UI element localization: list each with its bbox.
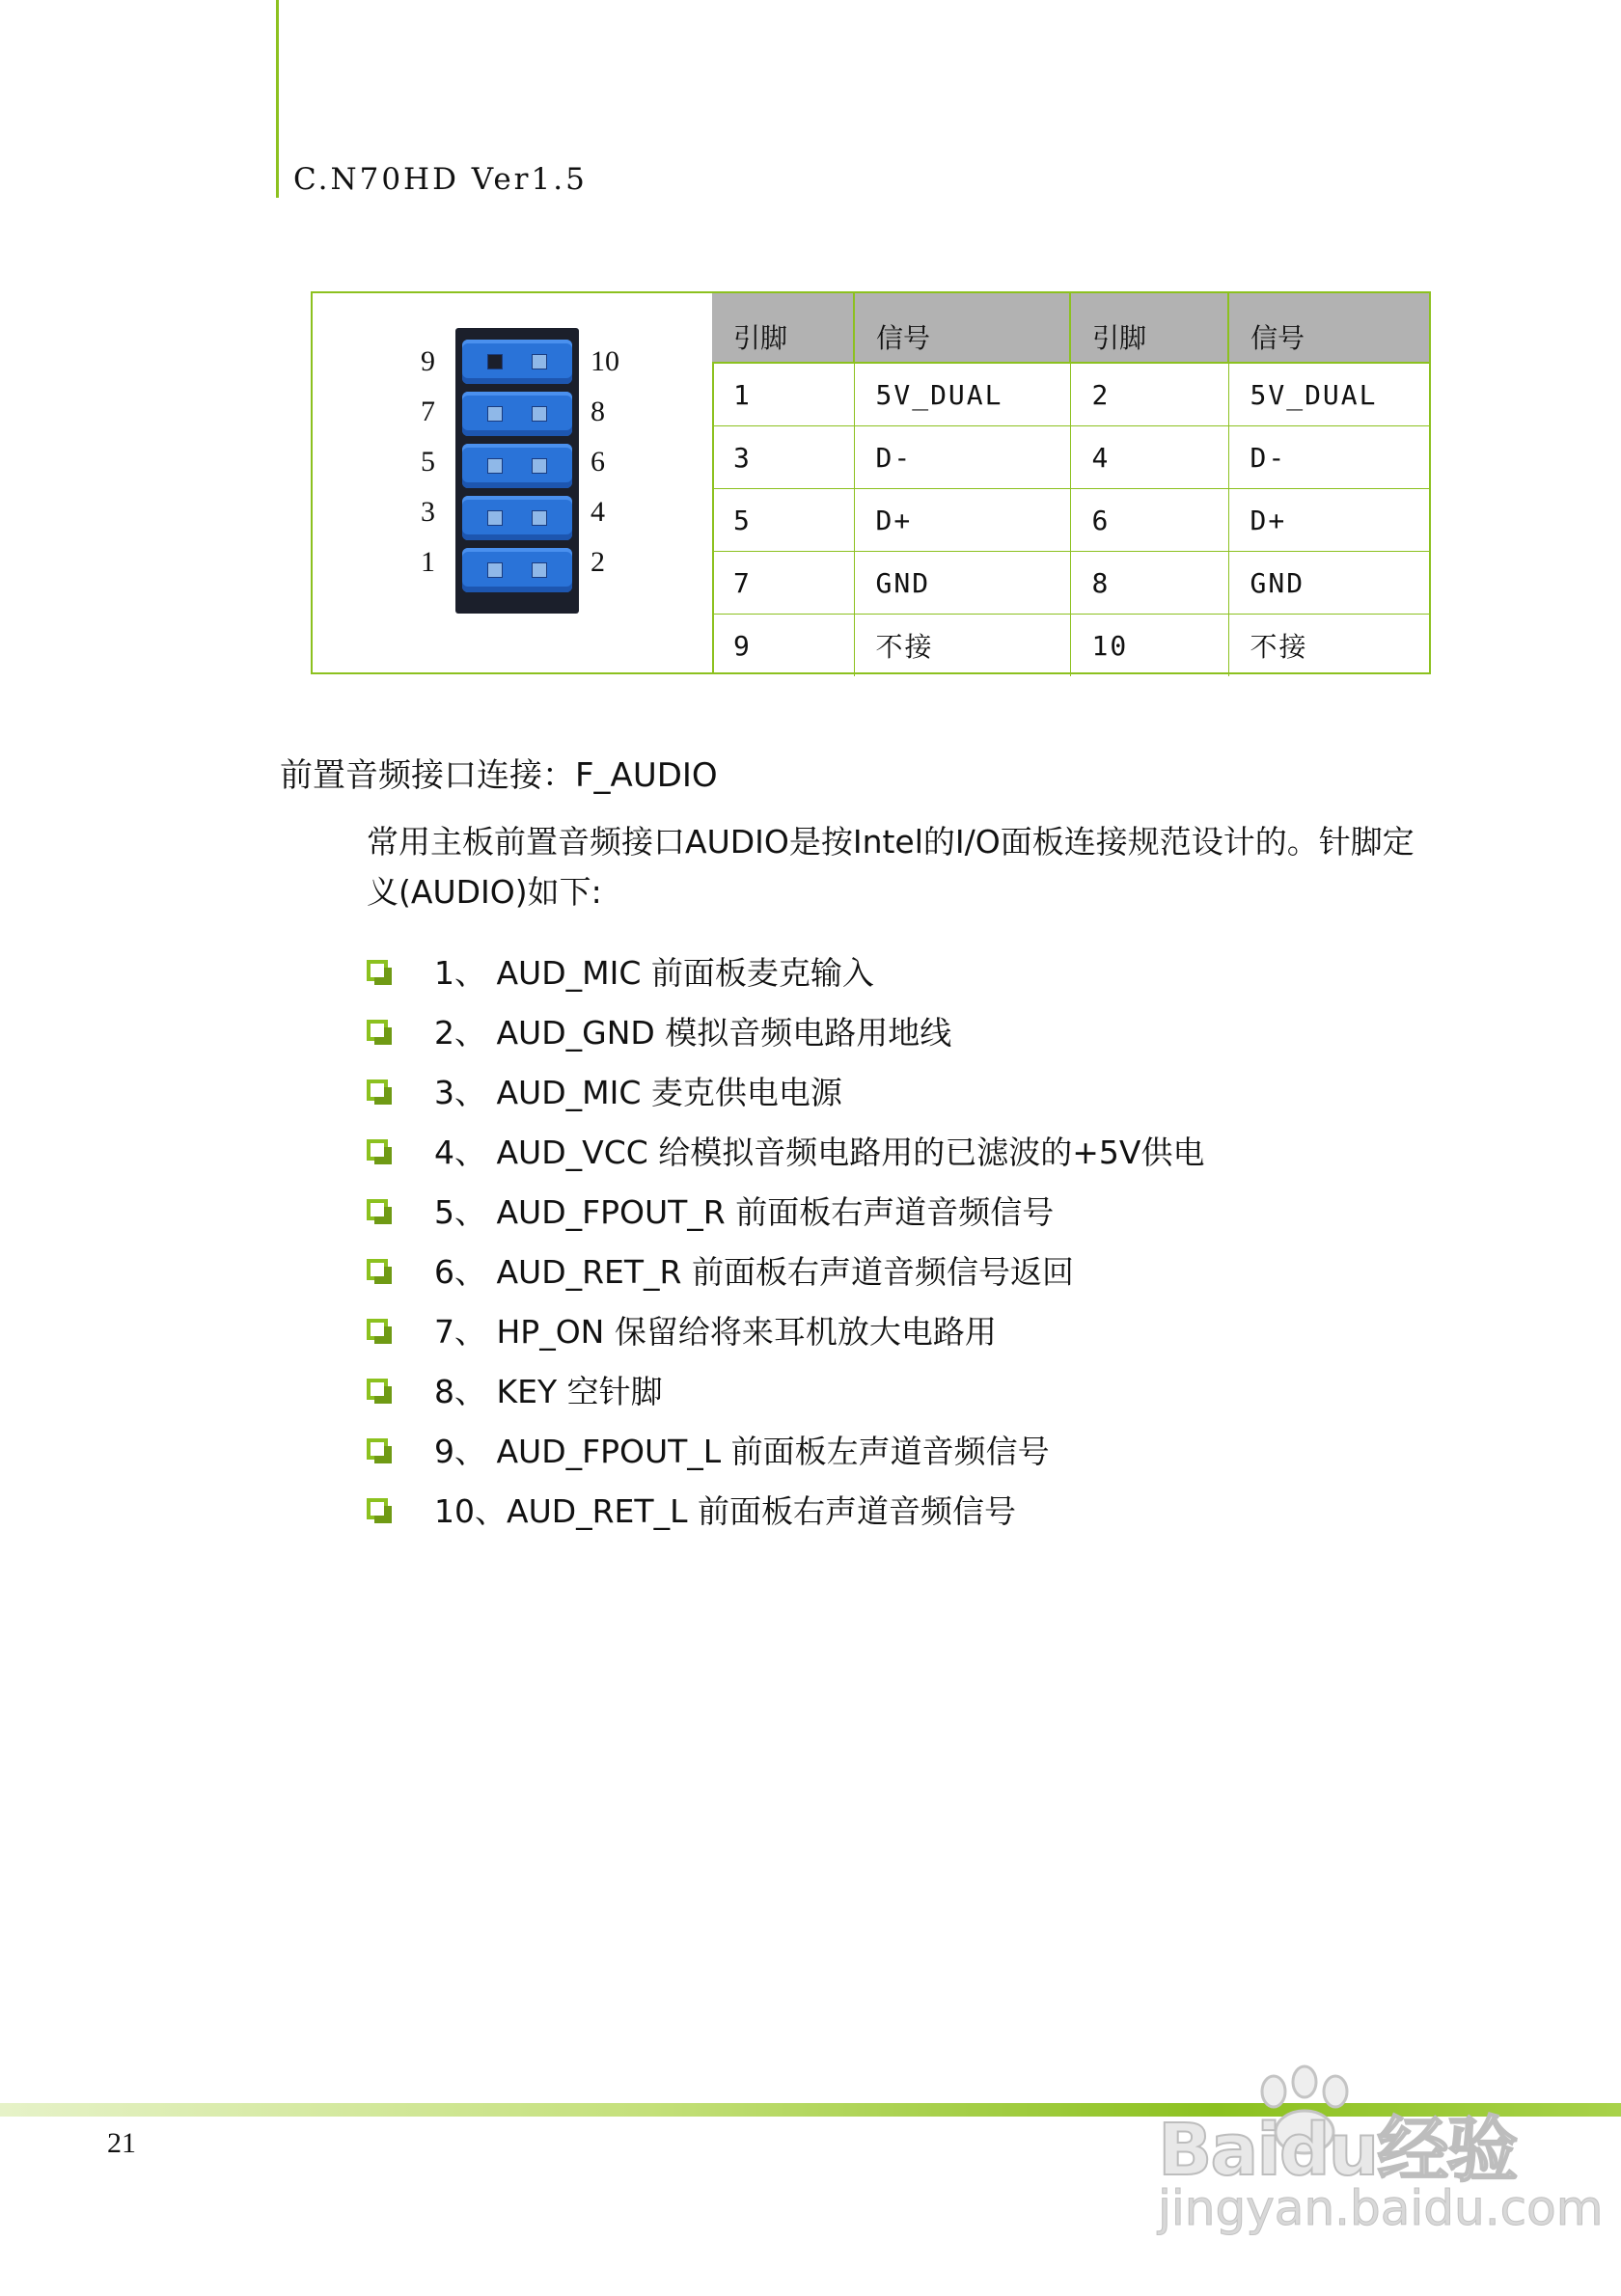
list-item	[367, 1479, 1205, 1539]
cell: 5V_DUAL	[854, 363, 1070, 426]
list-item-text: 8、 KEY 空针脚	[434, 1372, 663, 1410]
watermark-brand: Baidu经验	[1158, 2109, 1517, 2192]
pin-row	[462, 392, 572, 436]
list-item	[367, 1419, 1205, 1479]
checkbox-bullet-icon	[367, 1020, 388, 1041]
list-item-text: 6、 AUD_RET_R 前面板右声道音频信号返回	[434, 1252, 1074, 1291]
pin-dot	[532, 458, 547, 474]
list-item	[367, 1180, 1205, 1240]
cell: 5	[712, 489, 854, 552]
cell: 不接	[854, 615, 1070, 677]
list-item-text: 2、 AUD_GND 模拟音频电路用地线	[434, 1013, 952, 1052]
section-paragraph: 常用主板前置音频接口AUDIO是按Intel的I/O面板连接规范设计的。针脚定义(AUDIO)如下:	[367, 823, 1415, 911]
table-row	[712, 552, 1429, 615]
usb-pin-figure	[311, 291, 1431, 674]
header-accent-line	[276, 0, 279, 198]
col-header-pin: 引脚	[712, 293, 854, 363]
checkbox-bullet-icon	[367, 1498, 388, 1519]
cell: 5V_DUAL	[1228, 363, 1429, 426]
cell: GND	[854, 552, 1070, 615]
cell: 7	[712, 552, 854, 615]
pin-label-right-3: 4	[591, 496, 605, 528]
cell: 3	[712, 426, 854, 489]
pin-label-left-0: 9	[421, 345, 435, 377]
cell: D-	[854, 426, 1070, 489]
checkbox-bullet-icon	[367, 1139, 388, 1161]
cell: D+	[854, 489, 1070, 552]
table-row	[712, 426, 1429, 489]
cell: 1	[712, 363, 854, 426]
list-item-text: 1、 AUD_MIC 前面板麦克输入	[434, 953, 874, 992]
pin-label-right-4: 2	[591, 546, 605, 578]
header-connector-image	[455, 328, 579, 614]
checkbox-bullet-icon	[367, 1199, 388, 1220]
cell: 9	[712, 615, 854, 677]
checkbox-bullet-icon	[367, 1080, 388, 1101]
pin-label-left-1: 7	[421, 396, 435, 427]
cell: GND	[1228, 552, 1429, 615]
connector-diagram	[313, 293, 714, 672]
checkbox-bullet-icon	[367, 1259, 388, 1280]
list-item-text: 10、AUD_RET_L 前面板右声道音频信号	[434, 1491, 1016, 1530]
checkbox-bullet-icon	[367, 960, 388, 981]
pin-dot	[487, 562, 503, 578]
pin-row	[462, 548, 572, 592]
pin-dot	[487, 458, 503, 474]
pin-dot	[487, 510, 503, 526]
checkbox-bullet-icon	[367, 1438, 388, 1460]
cell: 4	[1070, 426, 1228, 489]
cell: 6	[1070, 489, 1228, 552]
col-header-signal: 信号	[1228, 293, 1429, 363]
pin-label-left-2: 5	[421, 446, 435, 478]
list-item-text: 7、 HP_ON 保留给将来耳机放大电路用	[434, 1312, 997, 1351]
list-item	[367, 941, 1205, 1000]
list-item	[367, 1299, 1205, 1359]
table-row	[712, 615, 1429, 677]
pin-label-right-2: 6	[591, 446, 605, 478]
pin-dot	[487, 406, 503, 422]
list-item-text: 3、 AUD_MIC 麦克供电电源	[434, 1073, 842, 1111]
pin-row	[462, 444, 572, 488]
pin-signal-table	[712, 293, 1429, 676]
pin-label-right-1: 8	[591, 396, 605, 427]
pin-row	[462, 496, 572, 540]
checkbox-bullet-icon	[367, 1379, 388, 1400]
pin-label-left-3: 3	[421, 496, 435, 528]
baidu-watermark	[1139, 2064, 1604, 2257]
watermark-url: jingyan.baidu.com	[1158, 2180, 1604, 2236]
pin-dot	[532, 354, 547, 369]
list-item-text: 5、 AUD_FPOUT_R 前面板右声道音频信号	[434, 1192, 1055, 1231]
cell: 2	[1070, 363, 1228, 426]
cell: D+	[1228, 489, 1429, 552]
list-item	[367, 1060, 1205, 1120]
cell: 10	[1070, 615, 1228, 677]
pin-row	[462, 340, 572, 384]
list-item-text: 4、 AUD_VCC 给模拟音频电路用的已滤波的+5V供电	[434, 1133, 1205, 1171]
list-item	[367, 1120, 1205, 1180]
cell: 不接	[1250, 631, 1308, 663]
table-header-row	[712, 293, 1429, 363]
cell: D-	[1228, 426, 1429, 489]
pin-dot	[532, 510, 547, 526]
list-item	[367, 1240, 1205, 1299]
page-number: 21	[107, 2127, 136, 2159]
pin-label-right-0: 10	[591, 345, 619, 377]
checkbox-bullet-icon	[367, 1319, 388, 1340]
pin-dot	[487, 354, 503, 369]
section-title: 前置音频接口连接：F_AUDIO	[280, 756, 718, 795]
col-header-pin: 引脚	[1070, 293, 1228, 363]
list-item-text: 9、 AUD_FPOUT_L 前面板左声道音频信号	[434, 1432, 1050, 1470]
col-header-signal: 信号	[854, 293, 1070, 363]
table-row	[712, 363, 1429, 426]
list-item	[367, 1000, 1205, 1060]
pin-dot	[532, 406, 547, 422]
pin-label-left-4: 1	[421, 546, 435, 578]
pin-definition-list	[367, 941, 1205, 1539]
document-header: C.N70HD Ver1.5	[293, 162, 588, 197]
pin-dot	[532, 562, 547, 578]
list-item	[367, 1359, 1205, 1419]
cell: 8	[1070, 552, 1228, 615]
table-row	[712, 489, 1429, 552]
